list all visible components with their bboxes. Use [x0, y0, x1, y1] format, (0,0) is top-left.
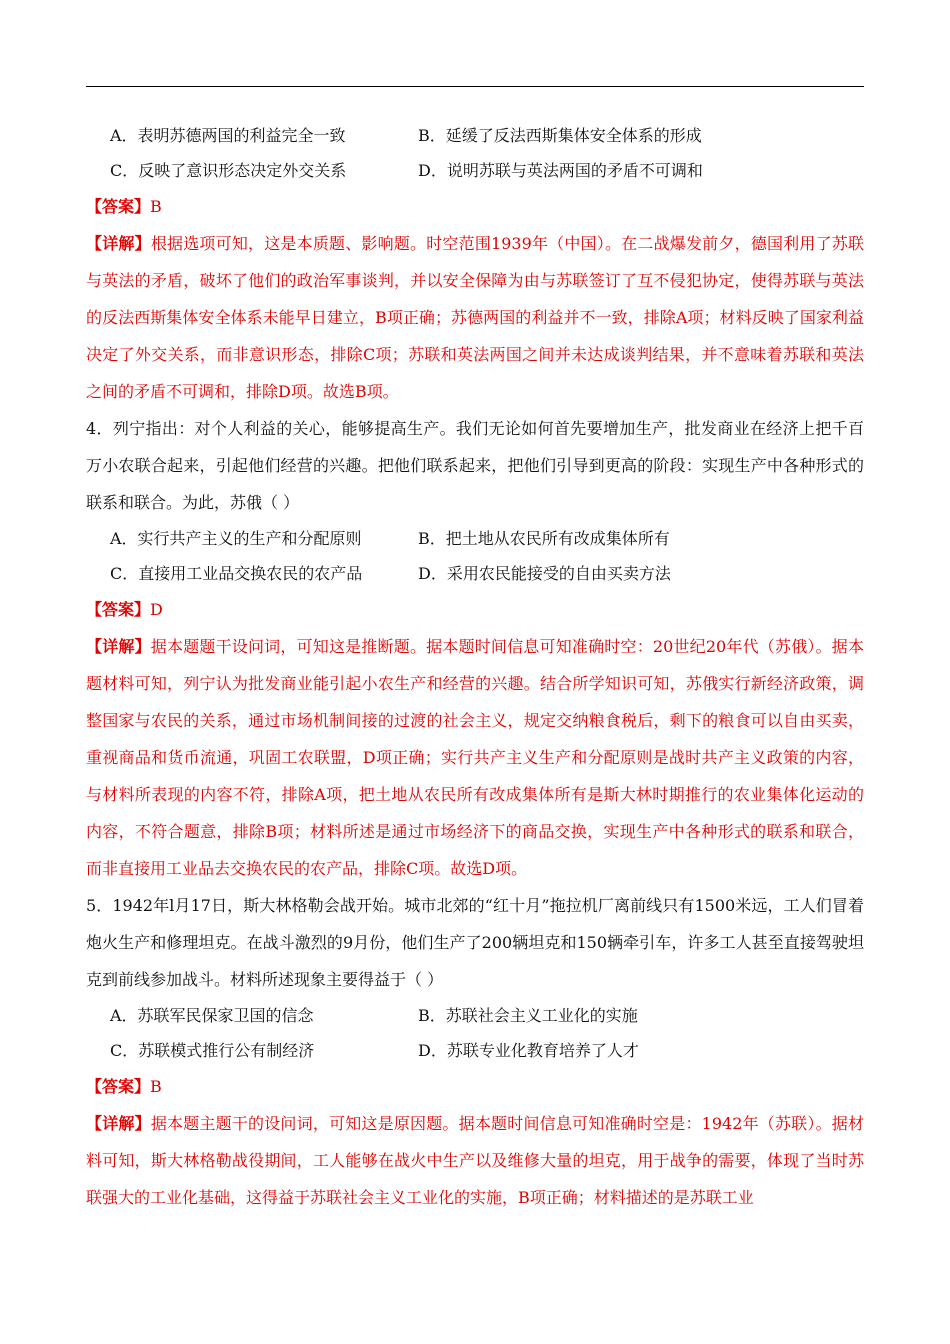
q4-options-row-2 — [86, 556, 864, 591]
q4-option-b: B．把土地从农民所有改成集体所有 — [418, 529, 670, 548]
q5-option-d: D．苏联专业化教育培养了人才 — [418, 1041, 639, 1060]
q4-answer-value: D — [150, 600, 163, 619]
q5-options-row-2 — [86, 1033, 864, 1068]
q4-option-a: A．实行共产主义的生产和分配原则 — [110, 529, 362, 548]
q3-detail — [86, 225, 864, 410]
q4-detail — [86, 628, 864, 887]
q5-detail — [86, 1105, 864, 1216]
q5-answer-label: 【答案】 — [86, 1077, 151, 1096]
q4-detail-text: 据本题题干设问词，可知这是推断题。据本题时间信息可知准确时空：20世纪20年代（苏俄）。据本题材料可知，列宁认为批发商业能引起小农生产和经营的兴趣。结合所学知识可知，苏俄实行新经济政策，调整国家与农民的关系，通过市场机制间接的过渡的社会主义，规定交纳粮食税后，剩下的粮食可以自由买卖，重视商品和货币流通，巩固工农联盟，D项正确；实行共产主义生产和分配原则是战时共产主义政策的内容，与材料所表现的内容不符，排除A项，把土地从农民所有改成集体所有是斯大林时期推行的农业集体化运动的内容，不符合题意，排除B项；材料所述是通过市场经济下的商品交换，实现生产中各种形式的联系和联合，而非直接用工业品去交换农民的农产品，排除C项。故选D项。 — [86, 637, 864, 878]
q5-answer — [86, 1068, 864, 1105]
q5-option-b: B．苏联社会主义工业化的实施 — [418, 1006, 638, 1025]
q4-answer — [86, 591, 864, 628]
header-rule — [86, 86, 864, 87]
q3-detail-label: 【详解】 — [86, 234, 151, 253]
q3-option-d: D．说明苏联与英法两国的矛盾不可调和 — [418, 161, 703, 180]
q3-detail-text: 根据选项可知，这是本质题、影响题。时空范围1939年（中国）。在二战爆发前夕，德国利用了苏联与英法的矛盾，破坏了他们的政治军事谈判，并以安全保障为由与苏联签订了互不侵犯协定，使得苏联与英法的反法西斯集体安全体系未能早日建立，B项正确；苏德两国的利益并不一致，排除A项；材料反映了国家利益决定了外交关系，而非意识形态，排除C项；苏联和英法两国之间并未达成谈判结果，并不意味着苏联和英法之间的矛盾不可调和，排除D项。故选B项。 — [86, 234, 864, 401]
q4-option-c: C．直接用工业品交换农民的农产品 — [110, 564, 363, 583]
q3-answer — [86, 188, 864, 225]
q3-answer-value: B — [150, 197, 162, 216]
q5-stem: 5．1942年l月17日，斯大林格勒会战开始。城市北郊的“红十月”拖拉机厂离前线只有1500米远，工人们冒着炮火生产和修理坦克。在战斗激烈的9月份，他们生产了200辆坦克和150辆牵引车，许多工人甚至直接驾驶坦克到前线参加战斗。材料所述现象主要得益于（ ） — [86, 896, 864, 989]
q5-answer-value: B — [150, 1077, 162, 1096]
q4-stem: 4．列宁指出：对个人利益的关心，能够提高生产。我们无论如何首先要增加生产，批发商业在经济上把千百万小农联合起来，引起他们经营的兴趣。把他们联系起来，把他们引导到更高的阶段：实现生产中各种形式的联系和联合。为此，苏俄（ ） — [86, 419, 864, 512]
q4-answer-label: 【答案】 — [86, 600, 151, 619]
q3-options-row-1 — [86, 118, 864, 153]
q4-detail-label: 【详解】 — [86, 637, 151, 656]
q3-answer-label: 【答案】 — [86, 197, 151, 216]
q5-detail-label: 【详解】 — [86, 1114, 151, 1133]
q3-option-b: B．延缓了反法西斯集体安全体系的形成 — [418, 126, 702, 145]
q4-options-row-1 — [86, 521, 864, 556]
q5-option-a: A．苏联军民保家卫国的信念 — [110, 1006, 314, 1025]
q3-options-row-2 — [86, 153, 864, 188]
q3-option-c: C．反映了意识形态决定外交关系 — [110, 161, 347, 180]
q5-options-row-1 — [86, 998, 864, 1033]
q4-option-d: D．采用农民能接受的自由买卖方法 — [418, 564, 671, 583]
document-body — [86, 118, 864, 1216]
q5-option-c: C．苏联模式推行公有制经济 — [110, 1041, 315, 1060]
q5-detail-text: 据本题主题干的设问词，可知这是原因题。据本题时间信息可知准确时空是：1942年（苏联）。据材料可知，斯大林格勒战役期间，工人能够在战火中生产以及维修大量的坦克，用于战争的需要，体现了当时苏联强大的工业化基础，这得益于苏联社会主义工业化的实施，B项正确；材料描述的是苏联工业 — [86, 1114, 864, 1207]
q3-option-a: A．表明苏德两国的利益完全一致 — [110, 126, 346, 145]
